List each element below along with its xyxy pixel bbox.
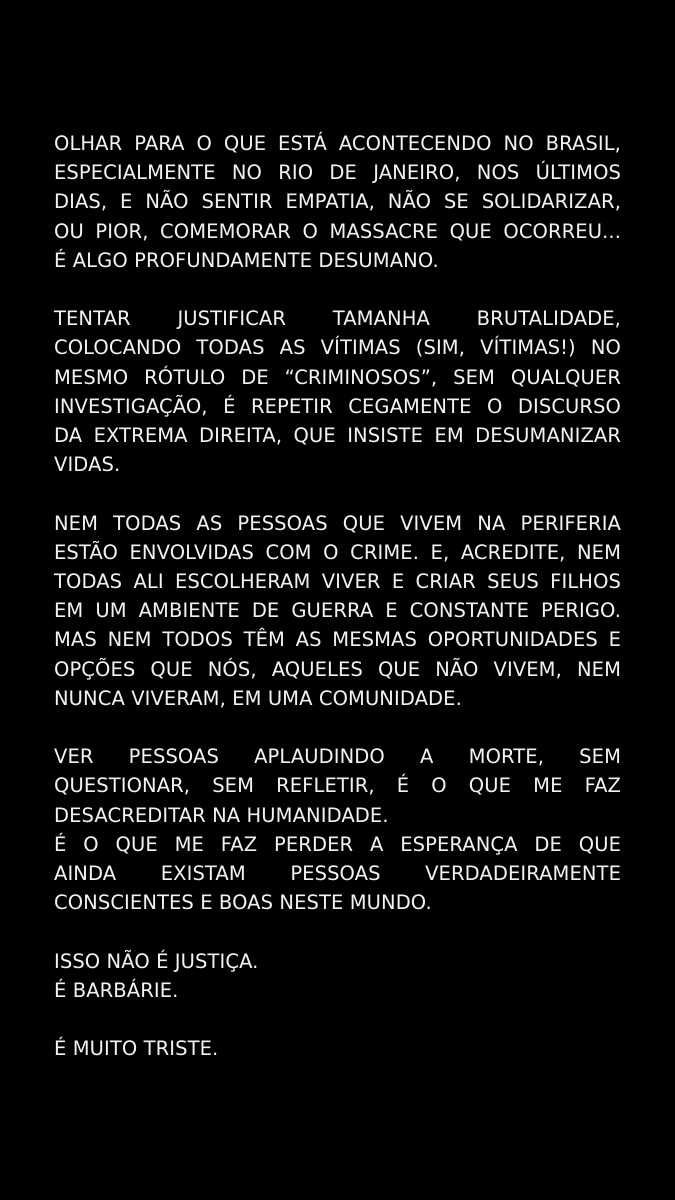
text-line: É MUITO TRISTE. bbox=[54, 1037, 219, 1061]
text-line: VIDAS. bbox=[54, 453, 121, 477]
text-line: É ALGO PROFUNDAMENTE DESUMANO. bbox=[54, 248, 439, 272]
text-line: DESACREDITAR NA HUMANIDADE. bbox=[54, 803, 389, 827]
paragraph bbox=[54, 1034, 621, 1063]
text-line: TODAS ALI ESCOLHERAM VIVER E CRIAR SEUS FILHOS bbox=[54, 570, 621, 594]
text-line: EM UM AMBIENTE DE GUERRA E CONSTANTE PERIGO. bbox=[54, 599, 621, 623]
paragraph bbox=[54, 509, 621, 713]
text-line: QUESTIONAR, SEM REFLETIR, É O QUE ME FAZ bbox=[54, 774, 621, 798]
text-line: COLOCANDO TODAS AS VÍTIMAS (SIM, VÍTIMAS!) NO bbox=[54, 336, 621, 360]
text-line: AINDA EXISTAM PESSOAS VERDADEIRAMENTE bbox=[54, 862, 621, 886]
text-line: ISSO NÃO É JUSTIÇA. bbox=[54, 949, 259, 973]
paragraph bbox=[54, 947, 621, 1005]
text-line: TENTAR JUSTIFICAR TAMANHA BRUTALIDADE, bbox=[54, 307, 621, 331]
text-line: É BARBÁRIE. bbox=[54, 978, 179, 1002]
text-line: CONSCIENTES E BOAS NESTE MUNDO. bbox=[54, 891, 432, 915]
text-line: MESMO RÓTULO DE “CRIMINOSOS”, SEM QUALQUER bbox=[54, 365, 621, 389]
text-line: NUNCA VIVERAM, EM UMA COMUNIDADE. bbox=[54, 686, 462, 710]
text-line: É O QUE ME FAZ PERDER A ESPERANÇA DE QUE bbox=[54, 832, 621, 856]
text-line: OLHAR PARA O QUE ESTÁ ACONTECENDO NO BRASIL, bbox=[54, 132, 621, 155]
paragraph bbox=[54, 304, 621, 479]
story-text-block bbox=[54, 129, 621, 1093]
text-line: ESPECIALMENTE NO RIO DE JANEIRO, NOS ÚLTIMOS bbox=[54, 161, 621, 185]
text-line: MAS NEM TODOS TÊM AS MESMAS OPORTUNIDADES E bbox=[54, 628, 621, 652]
text-line: INVESTIGAÇÃO, É REPETIR CEGAMENTE O DISCURSO bbox=[54, 394, 621, 418]
text-line: DA EXTREMA DIREITA, QUE INSISTE EM DESUMANIZAR bbox=[54, 424, 621, 448]
text-line: OPÇÕES QUE NÓS, AQUELES QUE NÃO VIVEM, NEM bbox=[54, 657, 621, 681]
text-line: OU PIOR, COMEMORAR O MASSACRE QUE OCORREU... bbox=[54, 219, 621, 243]
text-line: DIAS, E NÃO SENTIR EMPATIA, NÃO SE SOLIDARIZAR, bbox=[54, 190, 621, 214]
text-line: VER PESSOAS APLAUDINDO A MORTE, SEM bbox=[54, 745, 621, 769]
paragraph bbox=[54, 742, 621, 917]
paragraph bbox=[54, 129, 621, 275]
text-line: NEM TODAS AS PESSOAS QUE VIVEM NA PERIFERIA bbox=[54, 511, 621, 535]
text-line: ESTÃO ENVOLVIDAS COM O CRIME. E, ACREDITE, NEM bbox=[54, 540, 621, 564]
